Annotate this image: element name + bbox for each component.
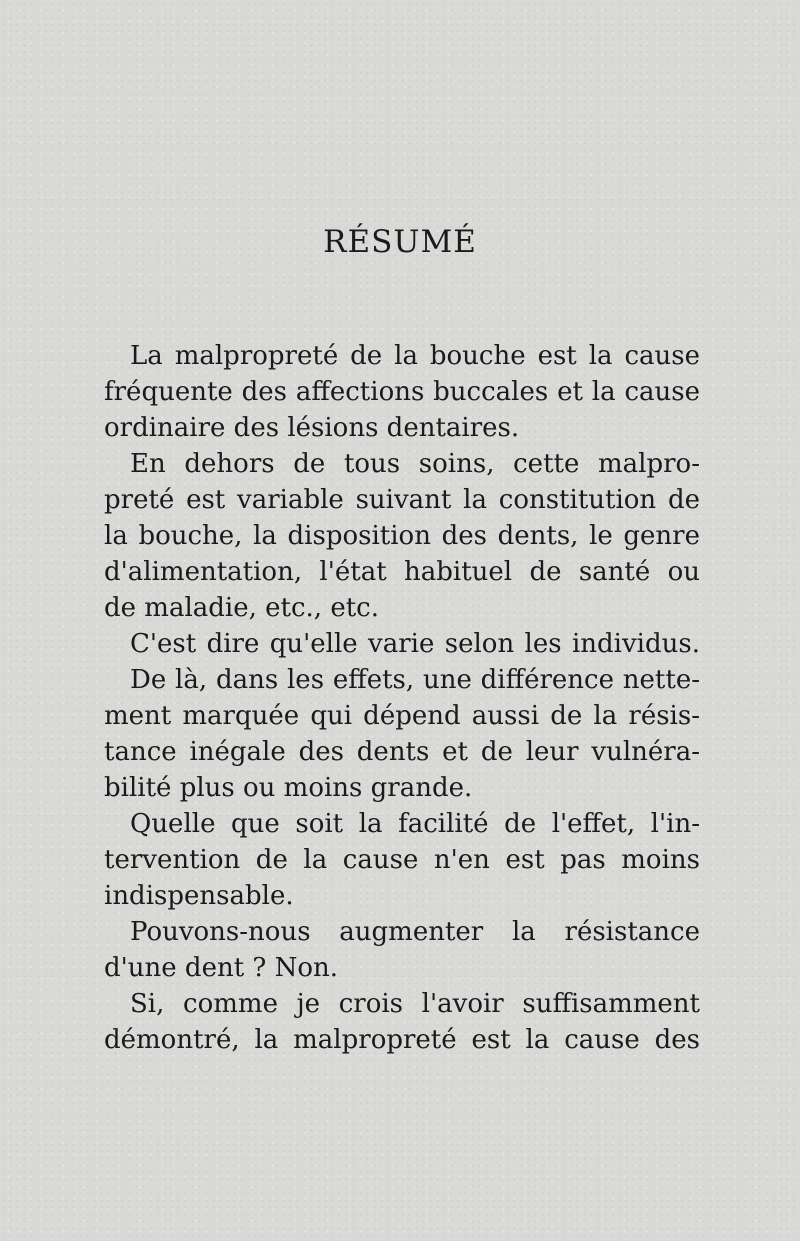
text-line: En dehors de tous soins, cette malpro- — [130, 449, 700, 479]
text-line: preté est variable suivant la constitution de — [104, 485, 700, 515]
text-line: tervention de la cause n'en est pas moins — [104, 845, 700, 875]
page-title: RÉSUMÉ — [323, 224, 477, 260]
paragraph-1 — [104, 338, 700, 446]
text-line: Quelle que soit la facilité de l'effet, l'in- — [130, 809, 700, 839]
paragraph-6 — [104, 914, 700, 986]
body-text — [104, 338, 700, 1058]
text-line: de maladie, etc., etc. — [104, 593, 379, 623]
text-line: démontré, la malpropreté est la cause des — [104, 1025, 700, 1055]
paragraph-5 — [104, 806, 700, 914]
text-line: La malpropreté de la bouche est la cause — [130, 341, 700, 371]
text-line: la bouche, la disposition des dents, le genre — [104, 521, 700, 551]
text-line: tance inégale des dents et de leur vulnéra- — [104, 737, 700, 767]
text-line: d'une dent ? Non. — [104, 953, 339, 983]
paragraph-4 — [104, 662, 700, 806]
text-line: ordinaire des lésions dentaires. — [104, 413, 520, 443]
text-line: Pouvons-nous augmenter la résistance — [130, 917, 700, 947]
paragraph-2 — [104, 446, 700, 626]
text-line: indispensable. — [104, 881, 294, 911]
text-line: Si, comme je crois l'avoir suffisamment — [130, 989, 700, 1019]
text-line: d'alimentation, l'état habituel de santé ou — [104, 557, 700, 587]
text-line: bilité plus ou moins grande. — [104, 773, 473, 803]
paragraph-3 — [104, 626, 700, 662]
text-line: C'est dire qu'elle varie selon les individus. — [130, 629, 700, 659]
text-line: De là, dans les effets, une différence nette- — [130, 665, 700, 695]
text-line: fréquente des affections buccales et la cause — [104, 377, 700, 407]
paragraph-7 — [104, 986, 700, 1058]
text-line: ment marquée qui dépend aussi de la résis- — [104, 701, 700, 731]
